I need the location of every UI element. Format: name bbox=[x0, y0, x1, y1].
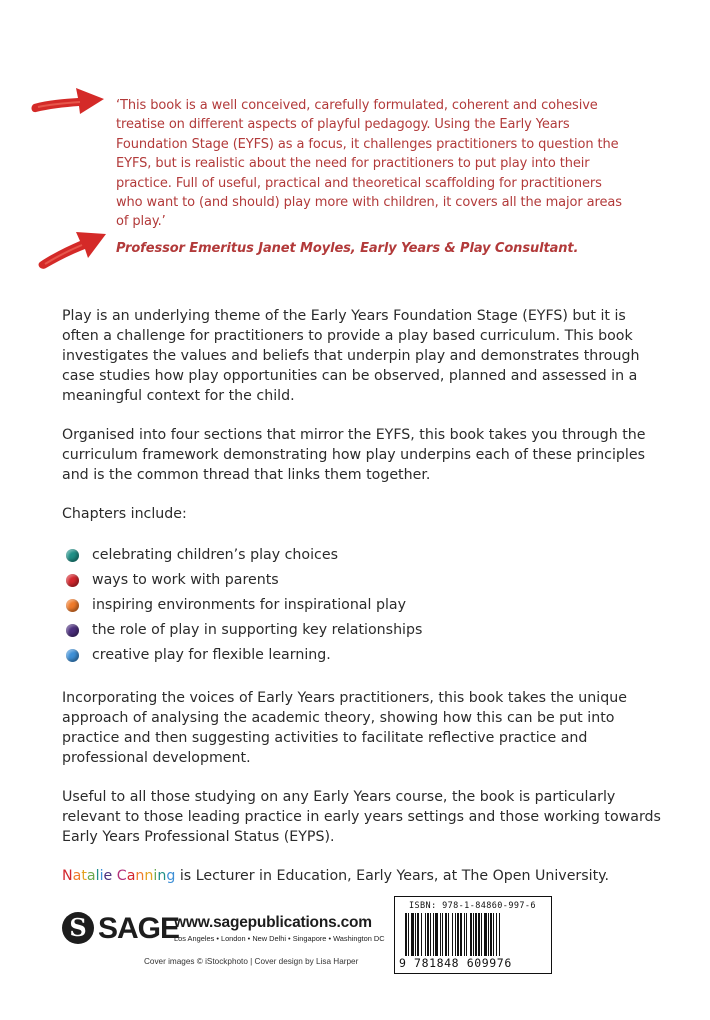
list-item bbox=[62, 568, 662, 593]
publisher-url: www.sagepublications.com bbox=[174, 914, 372, 931]
bullet-dot-icon bbox=[66, 624, 79, 637]
red-arrow-icon bbox=[30, 80, 108, 122]
author-name-letter: g bbox=[166, 868, 176, 884]
endorsement-quote bbox=[116, 96, 626, 258]
author-name bbox=[62, 868, 175, 884]
list-item bbox=[62, 643, 662, 668]
red-arrow-icon bbox=[36, 222, 110, 272]
quote-text: ‘This book is a well conceived, carefully formulated, coherent and cohesive treatise on different aspects of playful pedagogy. Using the Early Years Foundation Stage (EYFS) as a focus, it challenges practitioners to question the EYFS, but is realistic about the need for practitioners to put play into their practice. Full of useful, practical and theoretical scaffolding for practitioners who want to (and should) play more with children, it covers all the major areas of play.’ bbox=[116, 98, 622, 230]
author-name-letter: n bbox=[157, 868, 167, 884]
chapters-intro: Chapters include: bbox=[62, 506, 187, 522]
author-name-letter: N bbox=[62, 868, 73, 884]
quote-attribution: Professor Emeritus Janet Moyles, Early Years & Play Consultant. bbox=[116, 240, 579, 256]
author-name-letter: i bbox=[153, 868, 158, 884]
bullet-dot-icon bbox=[66, 649, 79, 662]
bullet-dot-icon bbox=[66, 549, 79, 562]
chapter-label: ways to work with parents bbox=[92, 572, 279, 588]
list-item bbox=[62, 618, 662, 643]
cover-credits: Cover images © iStockphoto | Cover design by Lisa Harper bbox=[144, 957, 359, 966]
blurb-paragraph-1: Play is an underlying theme of the Early Years Foundation Stage (EYFS) but it is often a challenge for practitioners to provide a play based curriculum. This book investigates the values and beliefs that underpin play and demonstrates through case studies how play opportunities can be observed, planned and assessed in a meaningful context for the child. bbox=[62, 308, 640, 404]
author-name-letter: C bbox=[116, 868, 127, 884]
author-name-letter: n bbox=[135, 868, 145, 884]
chapter-label: creative play for flexible learning. bbox=[92, 647, 331, 663]
author-bio bbox=[62, 866, 662, 886]
author-name-letter: t bbox=[81, 868, 87, 884]
publisher-name: SAGE bbox=[98, 912, 180, 945]
publisher-cities: Los Angeles • London • New Delhi • Singapore • Washington DC bbox=[174, 934, 385, 943]
author-name-letter: i bbox=[99, 868, 104, 884]
author-bio-text: is Lecturer in Education, Early Years, at The Open University. bbox=[175, 868, 610, 884]
blurb-paragraph-2: Organised into four sections that mirror the EYFS, this book takes you through the curriculum framework demonstrating how play underpins each of these principles and is the common thread that links them together. bbox=[62, 427, 646, 483]
sage-mark-icon: S bbox=[62, 912, 94, 944]
blurb bbox=[62, 306, 662, 905]
chapters-list bbox=[62, 543, 662, 668]
bullet-dot-icon bbox=[66, 574, 79, 587]
author-name-letter: a bbox=[72, 868, 82, 884]
list-item bbox=[62, 543, 662, 568]
author-name-letter: n bbox=[144, 868, 154, 884]
blurb-paragraph-4: Useful to all those studying on any Early Years course, the book is particularly relevant to those leading practice in early years settings and those working towards Early Years Professional Status (EYPS). bbox=[62, 789, 661, 845]
list-item bbox=[62, 593, 662, 618]
sage-logo bbox=[62, 912, 180, 946]
author-name-letter: e bbox=[103, 868, 113, 884]
author-name-letter: a bbox=[86, 868, 96, 884]
chapter-label: inspiring environments for inspirational play bbox=[92, 597, 406, 613]
bullet-dot-icon bbox=[66, 599, 79, 612]
chapter-label: the role of play in supporting key relationships bbox=[92, 622, 423, 638]
isbn-label: ISBN: 978-1-84860-997-6 bbox=[409, 901, 536, 911]
blurb-paragraph-3: Incorporating the voices of Early Years practitioners, this book takes the unique approach of analysing the academic theory, showing how this can be put into practice and then suggesting activities to facilitate reflective practice and professional development. bbox=[62, 690, 627, 766]
author-name-letter: l bbox=[95, 868, 100, 884]
barcode-digits: 9 781848 609976 bbox=[399, 956, 512, 970]
author-name-letter: a bbox=[126, 868, 136, 884]
chapter-label: celebrating children’s play choices bbox=[92, 547, 338, 563]
isbn-barcode bbox=[394, 896, 552, 974]
